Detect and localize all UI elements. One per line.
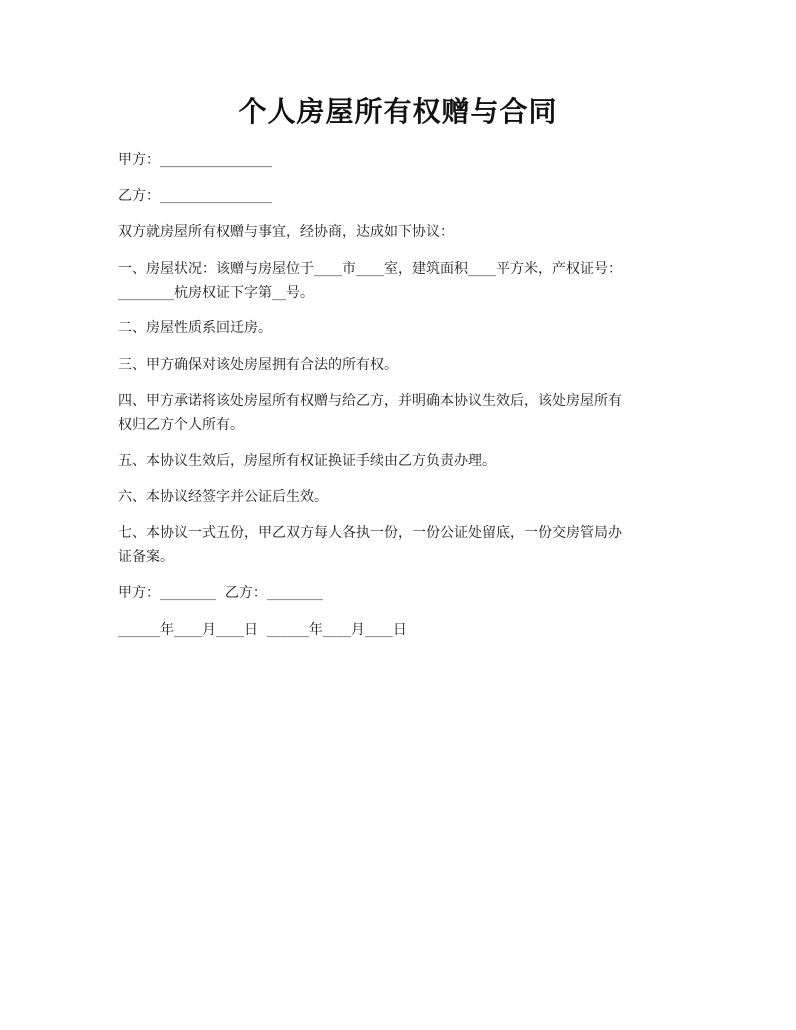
clause-7-line-1: 七、本协议一式五份，甲乙双方每人各执一份，一份公证处留底，一份交房管局办 bbox=[118, 525, 622, 541]
clause-4-line-1: 四、甲方承诺将该处房屋所有权赠与给乙方，并明确本协议生效后，该处房屋所有 bbox=[118, 393, 622, 409]
intro-paragraph: 双方就房屋所有权赠与事宜，经协商，达成如下协议： bbox=[118, 224, 454, 240]
clause-6: 六、本协议经签字并公证后生效。 bbox=[118, 489, 328, 505]
party-a-line: 甲方：________________ bbox=[118, 152, 272, 168]
clause-7-line-2: 证备案。 bbox=[118, 549, 174, 565]
clause-1-line-2: ________杭房权证下字第__号。 bbox=[118, 285, 314, 301]
document-title: 个人房屋所有权赠与合同 bbox=[238, 95, 558, 128]
date-line: ______年____月____日 ______年____月____日 bbox=[118, 622, 407, 638]
clause-2: 二、房屋性质系回迁房。 bbox=[118, 320, 272, 336]
party-b-line: 乙方：________________ bbox=[118, 188, 272, 204]
signature-line: 甲方：________ 乙方：________ bbox=[118, 585, 323, 601]
clause-5: 五、本协议生效后，房屋所有权证换证手续由乙方负责办理。 bbox=[118, 453, 496, 469]
clause-4-line-2: 权归乙方个人所有。 bbox=[118, 417, 244, 433]
clause-3: 三、甲方确保对该处房屋拥有合法的所有权。 bbox=[118, 357, 398, 373]
clause-1-line-1: 一、房屋状况：该赠与房屋位于____市____室，建筑面积____平方米，产权证号： bbox=[118, 261, 622, 277]
